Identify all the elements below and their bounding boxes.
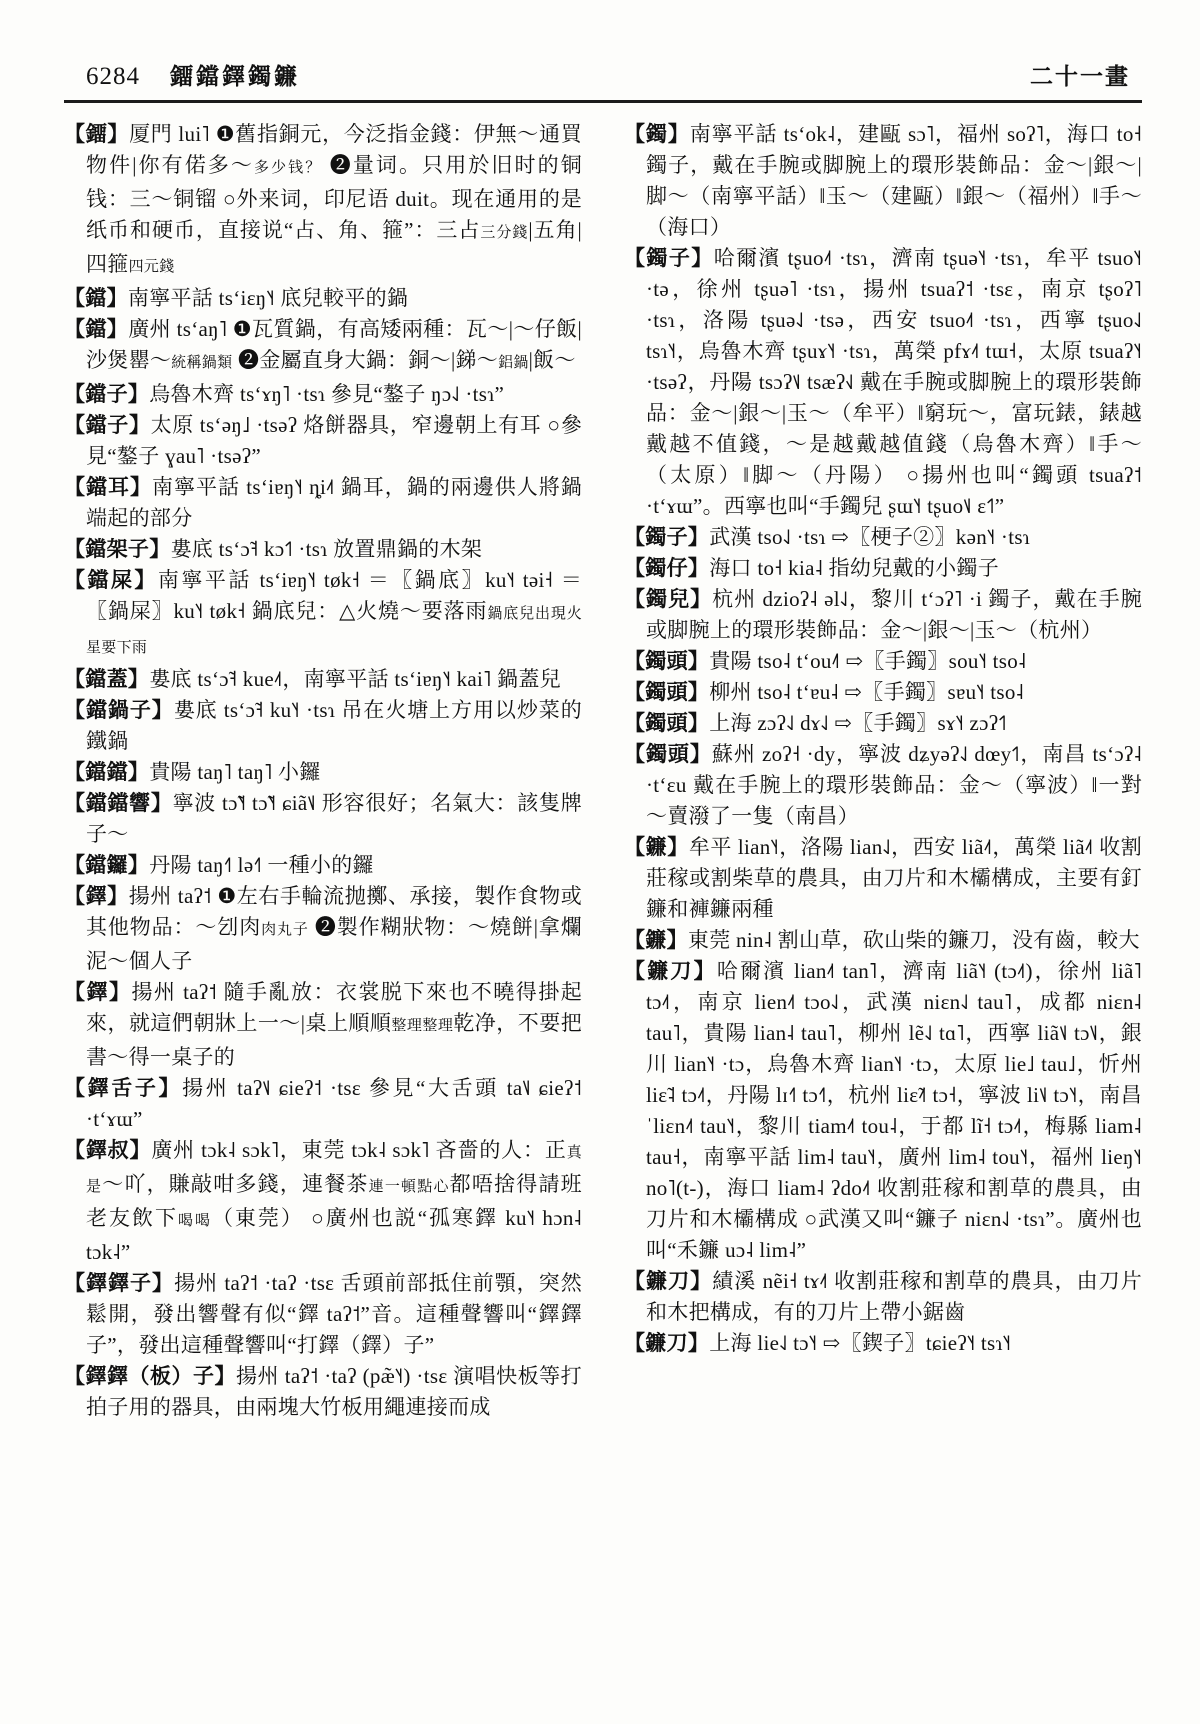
entry-headword: 【鐂】 xyxy=(64,122,130,146)
entry-text: 寧波 tɔ̃˥˧ tɔ̃˥˧ ɕiã˦˩ 形容很好；名氣大：該隻牌子～ xyxy=(86,791,582,846)
entry-headword: 【鐮刀】 xyxy=(624,1269,713,1293)
annotation-small-text: 統稱鍋類 xyxy=(171,355,233,371)
entry-text: 廣州 tɔk˨ sɔk˥，東莞 tɔk˨ sɔk˥ 吝嗇的人：正 xyxy=(151,1138,567,1162)
entry-text: 婁底 tsʻɔ̃˧ kɔ˦˥ ·tsɿ 放置鼎鍋的木架 xyxy=(170,537,483,561)
entry-text: 柳州 tso˨ tʻɐu˨ ⇨〖手鐲〗sɐu˥˧ tso˨ xyxy=(709,680,1025,704)
annotation-small-text: 真是 xyxy=(86,1145,582,1195)
dict-entry xyxy=(624,1266,1142,1328)
dict-entry xyxy=(624,739,1142,832)
annotation-small-text: 四元錢 xyxy=(128,259,175,275)
header-headwords: 鐂鐺鐸鐲鐮 xyxy=(170,64,300,89)
dict-entry xyxy=(624,584,1142,646)
entry-headword: 【鐺子】 xyxy=(64,382,150,406)
dict-entry xyxy=(624,956,1142,1266)
dict-entry xyxy=(64,1073,582,1135)
header-left xyxy=(86,58,300,91)
entry-headword: 【鐺蓋】 xyxy=(64,667,150,691)
annotation-small-text: 鋁鍋 xyxy=(498,355,529,371)
entry-headword: 【鐲頭】 xyxy=(624,649,710,673)
dict-entry xyxy=(624,553,1142,584)
entry-text: 武漢 tso˨˩ ·tsɿ ⇨〖梗子②〗kən˥˧ ·tsɿ xyxy=(709,525,1031,549)
dict-entry xyxy=(64,1268,582,1361)
dict-entry xyxy=(624,677,1142,708)
entry-text: ❷製作糊狀物：～燒餅|拿爛泥～個人子 xyxy=(86,915,582,973)
entry-headword: 【鐲】 xyxy=(624,122,690,146)
dict-entry xyxy=(624,243,1142,522)
entry-text: 貴陽 taŋ˥ taŋ˥ 小鑼 xyxy=(149,760,321,784)
entry-text: ～吖，賺敲咁多錢，連餐茶 xyxy=(102,1172,369,1196)
dict-entry xyxy=(64,283,582,314)
entry-headword: 【鐲子】 xyxy=(624,525,710,549)
entry-headword: 【鐮】 xyxy=(624,835,689,859)
stroke-count-section: 二十一畫 xyxy=(1030,64,1130,89)
annotation-small-text: 肉丸子 xyxy=(261,922,309,938)
dict-entry xyxy=(64,410,582,472)
dict-entry xyxy=(624,522,1142,553)
dict-entry xyxy=(64,565,582,664)
entry-text: ❷金屬直身大鍋：銅～|銻～ xyxy=(232,348,499,372)
annotation-small-text: 多少钱？ xyxy=(253,160,323,176)
entry-headword: 【鐺架子】 xyxy=(64,537,171,561)
entry-headword: 【鐮刀】 xyxy=(624,1331,710,1355)
entry-text: 揚州 taʔ˦ ❶左右手輪流抛擲、承接，製作食物或其他物品：～刉肉 xyxy=(86,884,582,939)
annotation-small-text: 鍋底兒出現火星要下雨 xyxy=(86,606,582,656)
entry-text: 牟平 lian˥˧，洛陽 lian˨˩，西安 liã˨˦，萬榮 liã˨˦ 收割莊稼或割柴草的農具，由刀片和木欛構成，主要有釘鐮和褲鐮兩種 xyxy=(646,835,1142,921)
entry-text: 東莞 nin˨ 割山草，砍山柴的鐮刀，没有齒，較大 xyxy=(687,928,1140,952)
dict-entry xyxy=(624,646,1142,677)
dict-entry xyxy=(624,925,1142,956)
entry-headword: 【鐺屎】 xyxy=(64,568,158,592)
dict-entry xyxy=(64,788,582,850)
dict-entry xyxy=(64,534,582,565)
entry-headword: 【鐸】 xyxy=(64,980,132,1004)
dict-entry xyxy=(64,1361,582,1423)
dict-entry xyxy=(624,832,1142,925)
entry-headword: 【鐲頭】 xyxy=(624,711,710,735)
dict-entry xyxy=(624,708,1142,739)
entry-text: 哈爾濱 tʂuo˨˦ ·tsɿ，濟南 tʂuə˥˧ ·tsɿ，牟平 tsuo˥˧ ·tə，徐州 tʂuə˥ ·tsɿ，揚州 tsuaʔ˦ ·tsɛ，南京 tʂoʔ˥ ·tsɿ，洛陽 tʂuə˨˩ ·tsə，西安 tsuo˨˦ ·tsɿ，西寧 tʂuo˨˩ tsɿ˥˧，烏魯木齊 tʂuɤ˥˧ ·tsɿ，萬榮 pfɤ˨˦ tɯ˧，太原 tsuaʔ˥˧ ·tsəʔ，丹陽 tsɔʔ˦˩ tsæʔ˧˩ 戴在手腕或脚腕上的環形裝飾品：金～|銀～|玉～（牟平）‖窮玩～，富玩錶，錶越戴越不值錢，～是越戴越值錢（烏魯木齊）‖手～（太原）‖脚～（丹陽） ○揚州也叫“鐲頭 tsuaʔ˦ ·tʻɤɯ”。西寧也叫“手鐲兒 ʂɯ˥˧ tʂuo˦˩ ɛ˦˥” xyxy=(646,246,1142,518)
entry-headword: 【鐺子】 xyxy=(64,413,151,437)
dict-entry xyxy=(624,1328,1142,1359)
entry-text: （東莞） ○廣州也説“孤寒鐸 ku˥˧ hɔn˨ tɔk˨” xyxy=(86,1206,582,1264)
entry-text: 都唔捨得請班老友飲下 xyxy=(86,1172,582,1230)
entry-text: 南寧平話 tsʻok˨，建甌 sɔ˥，福州 soʔ˥，海口 to˧ 鐲子，戴在手腕或脚腕上的環形裝飾品：金～|銀～|脚～（南寧平話）‖玉～（建甌）‖銀～（福州）‖手～（海口） xyxy=(646,122,1142,239)
dict-entry xyxy=(624,119,1142,243)
entry-headword: 【鐸鐸（板）子】 xyxy=(64,1364,236,1388)
dict-entry xyxy=(64,977,582,1073)
entry-headword: 【鐸舌子】 xyxy=(64,1076,183,1100)
entry-text: 揚州 taʔ˦ ·taʔ (pæ̃˥˧) ·tsɛ 演唱快板等打拍子用的器具，由兩塊大竹板用繩連接而成 xyxy=(86,1364,582,1419)
entry-headword: 【鐸叔】 xyxy=(64,1138,152,1162)
entry-headword: 【鐲仔】 xyxy=(624,556,710,580)
entry-text: ❷量词。只用於旧时的铜钱：三～铜镏 ○外来词，印尼语 duit。现在通用的是纸币和硬币，直接说“占、角、箍”：三占 xyxy=(86,153,582,242)
dict-entry xyxy=(64,314,582,379)
entry-headword: 【鐺鐺響】 xyxy=(64,791,173,815)
entry-text: |飯～ xyxy=(528,348,576,372)
annotation-small-text: 整理整理 xyxy=(391,1018,454,1034)
entry-headword: 【鐲子】 xyxy=(624,246,714,270)
annotation-small-text: 連一頓點心 xyxy=(368,1179,450,1195)
entry-text: 揚州 taʔ˦ 隨手亂放：衣裳脱下來也不曉得掛起來，就這們朝牀上一～|桌上順順 xyxy=(86,980,582,1035)
entry-text: 太原 tsʻəŋ˩ ·tsəʔ 烙餅器具，窄邊朝上有耳 ○參見“鏊子 ɣau˥ ·tsəʔ” xyxy=(86,413,582,468)
page-header xyxy=(64,58,1142,91)
right-column xyxy=(624,119,1142,1423)
two-column-body xyxy=(64,119,1142,1423)
entry-headword: 【鐺鍋子】 xyxy=(64,698,174,722)
entry-headword: 【鐺鑼】 xyxy=(64,853,150,877)
entry-headword: 【鐸鐸子】 xyxy=(64,1271,175,1295)
entry-headword: 【鐺耳】 xyxy=(64,475,152,499)
entry-text: 杭州 dzioʔ˨ əl˨˩，黎川 tʻɔʔ˥ ·i 鐲子，戴在手腕或脚腕上的環形裝飾品：金～|銀～|玉～（杭州） xyxy=(646,587,1142,642)
entry-text: 丹陽 taŋ˧˥ lə˧˥ 一種小的鑼 xyxy=(149,853,374,877)
entry-text: 績溪 nẽi˧ tɤ˨˦ 收割莊稼和割草的農具，由刀片和木把構成，有的刀片上帶小鋸齒 xyxy=(646,1269,1143,1324)
dict-entry xyxy=(64,119,582,283)
entry-text: 厦門 lui˥ ❶舊指銅元，今泛指金錢：伊無～通買物件|你有偌多～ xyxy=(86,122,582,177)
entry-text: 烏魯木齊 tsʻɤŋ˥ ·tsɿ 參見“鏊子 ŋɔ˨˩ ·tsɿ” xyxy=(149,382,505,406)
entry-text: 揚州 taʔ˦ ·taʔ ·tsɛ 舌頭前部抵住前顎，突然鬆開，發出響聲有似“鐸 taʔ˦”音。這種聲響叫“鐸鐸子”，發出這種聲響叫“打鐸（鐸）子” xyxy=(86,1271,582,1357)
header-rule xyxy=(64,100,1142,103)
entry-text: 南寧平話 tsʻiɐŋ˥˧ tøk˧ ＝〖鍋底〗ku˥˧ təi˧ ＝〖鍋屎〗ku˥˧ tøk˧ 鍋底兒：△火燒～要落雨 xyxy=(86,568,583,623)
dict-entry xyxy=(64,1135,582,1268)
entry-headword: 【鐺】 xyxy=(64,286,128,310)
dict-entry xyxy=(64,664,582,695)
annotation-small-text: 三分錢 xyxy=(480,225,529,241)
entry-text: 婁底 tsʻɔ̃˧ kue˨˦，南寧平話 tsʻiɐŋ˥˧ kai˥ 鍋蓋兒 xyxy=(149,667,561,691)
entry-text: 上海 zɔʔ˨˩ dɤ˨˩ ⇨〖手鐲〗sɤ˥˧ zɔʔ˦˥ xyxy=(709,711,1007,735)
page-number: 6284 xyxy=(86,63,140,90)
entry-headword: 【鐮刀】 xyxy=(624,959,717,983)
entry-headword: 【鐲頭】 xyxy=(624,742,712,766)
entry-headword: 【鐲頭】 xyxy=(624,680,710,704)
dict-entry xyxy=(64,695,582,757)
left-column xyxy=(64,119,582,1423)
dict-entry xyxy=(64,379,582,410)
entry-text: 貴陽 tso˨ tʻou˨˥ ⇨〖手鐲〗sou˥˧ tso˨ xyxy=(709,649,1027,673)
entry-text: |五角|四箍 xyxy=(86,218,583,276)
entry-text: 上海 lie˨˩ tɔ˥˧ ⇨〖鍥子〗tɕieʔ˥˧ tsɿ˥˧ xyxy=(709,1331,1012,1355)
entry-text: 婁底 tsʻɔ̃˧ ku˥˧ ·tsɿ 吊在火塘上方用以炒菜的鐵鍋 xyxy=(86,698,583,753)
entry-text: 南寧平話 tsʻiɛŋ˥˧ 底兒較平的鍋 xyxy=(127,286,409,310)
entry-text: 蘇州 zoʔ˧ ·dy，寧波 dʑyəʔ˨˩ dœy˦˥，南昌 tsʻɔʔ˨ ·tʻɛu 戴在手腕上的環形裝飾品：金～（寧波）‖一對～賣潑了一隻（南昌） xyxy=(646,742,1142,828)
dict-entry xyxy=(64,881,582,977)
entry-headword: 【鐺鐺】 xyxy=(64,760,150,784)
entry-text: 揚州 taʔ˦˩ ɕieʔ˦ ·tsɛ 參見“大舌頭 ta˥˩ ɕieʔ˦ ·tʻɤɯ” xyxy=(86,1076,582,1131)
entry-headword: 【鐸】 xyxy=(64,884,129,908)
entry-headword: 【鐺】 xyxy=(64,317,129,341)
entry-text: 哈爾濱 lian˨˦ tan˥，濟南 liã˥˧ (tɔ˨˦)，徐州 liã˥ tɔ˨˦，南京 lien˨˦ tɔo˨˩，武漢 niɛn˨˩ tau˥，成都 niɛn˨ tau˥，貴陽 lian˨ tau˥，柳州 lẽ˨˩ tɑ˥，西寧 liã˦˩ tɔ˥˩，銀川 lian˥˧ ·tɔ，烏魯木齊 lian˥˧ ·tɔ，太原 lie˩ tau˩，忻州 liɛ̃˨ tɔ˨˦，丹陽 lɪ˧˥ tɔ˧˥，杭州 liɛ̃˨˦ tɔ˧，寧波 li˦˩ tɔ˥˧，南昌 ˈliɛn˨˦ tau˥˧，黎川 tiam˨˦ tou˨，于都 lĩ˧ tɔ˨˦，梅縣 liam˨ tau˧，南寧平話 lim˨ tau˥˧，廣州 lim˨ tou˥˧，福州 lieŋ˥˧ no˥(t-)，海口 liam˨ ʔdo˨˦ 收割莊稼和割草的農具，由刀片和木欛構成 ○武漢又叫“鐮子 niɛn˨˩ ·tsɿ”。廣州也叫“禾鐮 uɔ˨ lim˨” xyxy=(646,959,1142,1262)
entry-text: 南寧平話 tsʻiɐŋ˥˧ ȵi˨˦ 鍋耳，鍋的兩邊供人將鍋端起的部分 xyxy=(86,475,582,530)
annotation-small-text: 喝喝 xyxy=(177,1213,212,1229)
entry-text: 廣州 tsʻaŋ˥ ❶瓦質鍋，有高矮兩種：瓦～|～仔飯|沙煲罌～ xyxy=(86,317,582,372)
dict-entry xyxy=(64,757,582,788)
dict-entry xyxy=(64,472,582,534)
entry-text: 海口 to˧ kia˨ 指幼兒戴的小鐲子 xyxy=(709,556,1000,580)
dict-entry xyxy=(64,850,582,881)
entry-headword: 【鐲兒】 xyxy=(624,587,713,611)
entry-text: 乾净，不要把書～得一桌子的 xyxy=(86,1011,583,1069)
entry-headword: 【鐮】 xyxy=(624,928,688,952)
